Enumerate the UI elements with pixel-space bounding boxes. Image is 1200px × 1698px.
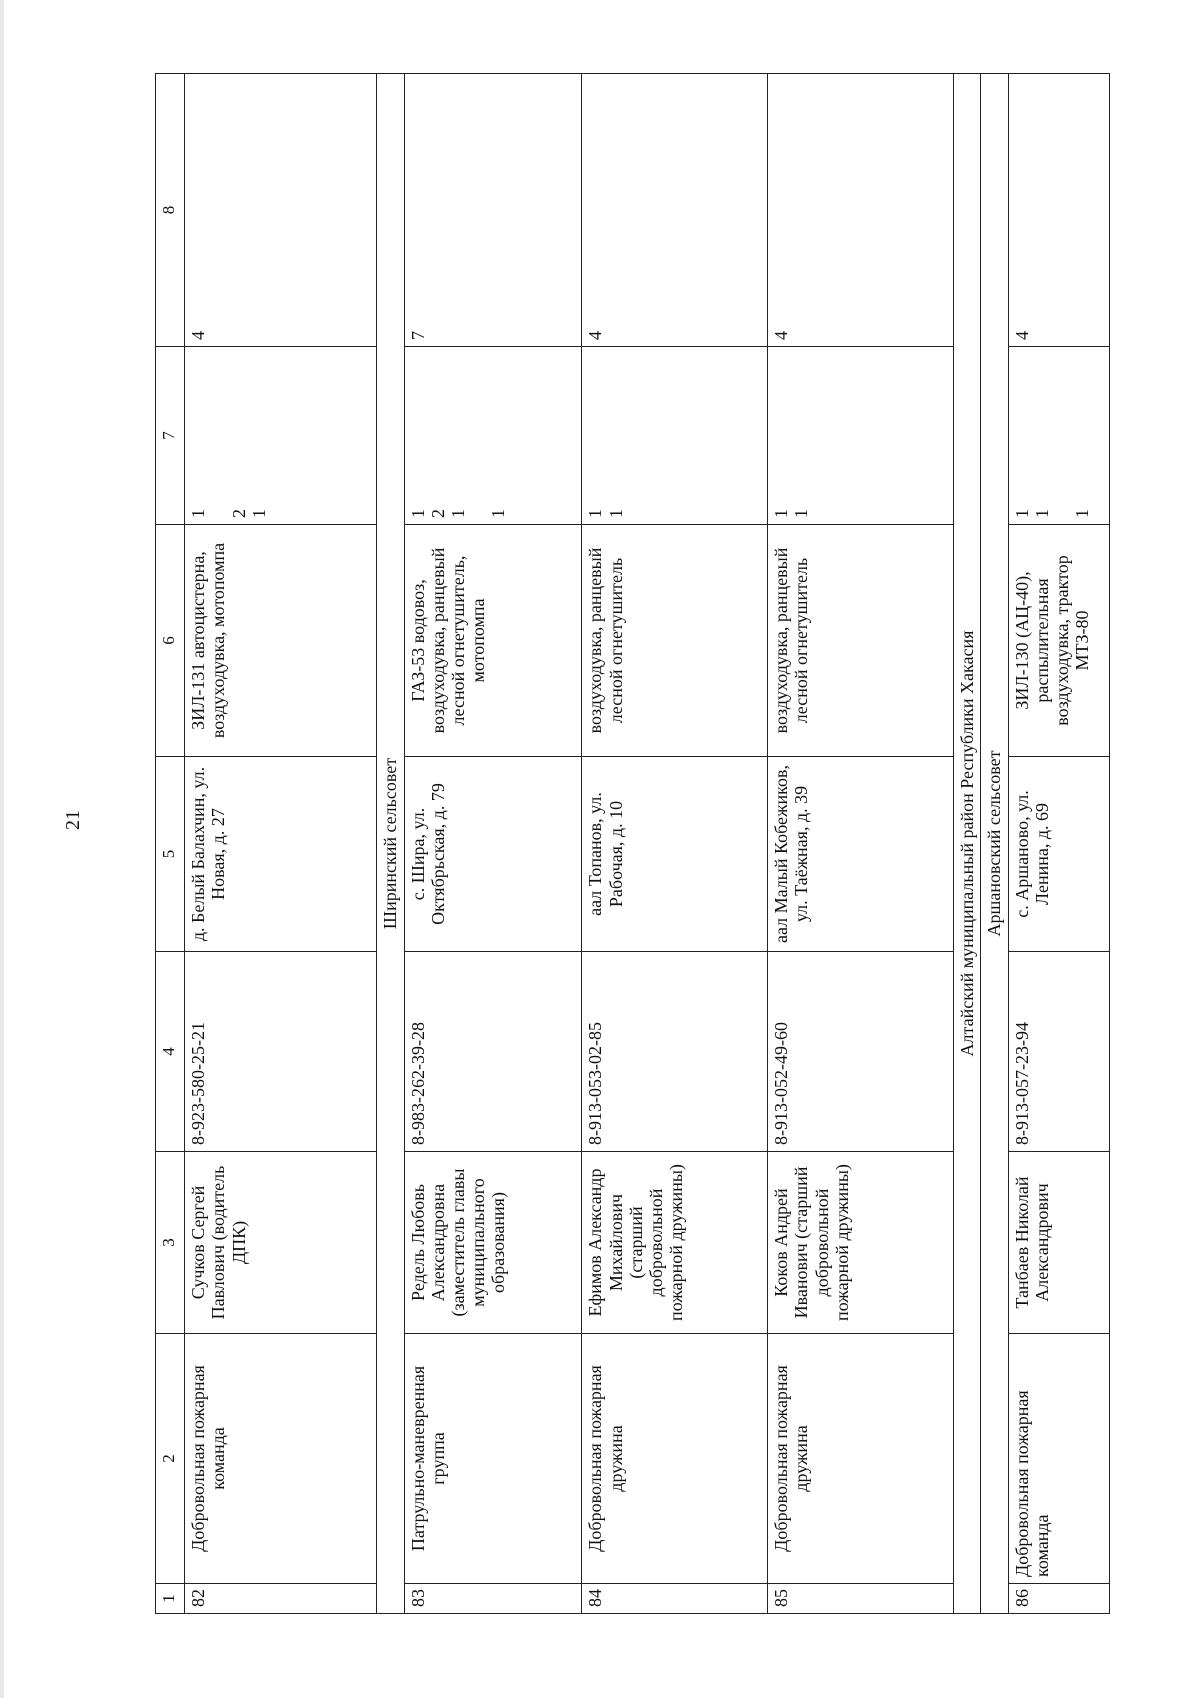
section-heading: Аршановский сельсовет bbox=[981, 74, 1008, 1614]
equipment-quantity: 1 2 1 1 bbox=[404, 347, 582, 525]
personnel-count: 4 bbox=[1008, 74, 1109, 347]
row-number: 82 bbox=[185, 1584, 377, 1614]
personnel-count: 4 bbox=[768, 74, 954, 347]
address: с. Аршаново, ул. Ленина, д. 69 bbox=[1008, 757, 1109, 952]
row-number: 85 bbox=[768, 1584, 954, 1614]
header-cell: 5 bbox=[156, 757, 185, 952]
address: с. Шира, ул. Октябрьская, д. 79 bbox=[404, 757, 582, 952]
address: аал Малый Кобежиков, ул. Таёжная, д. 39 bbox=[768, 757, 954, 952]
row-number: 86 bbox=[1008, 1584, 1109, 1614]
section-row bbox=[981, 74, 1008, 1614]
equipment: воздуходувка, ранцевый лесной огнетушитель bbox=[582, 525, 768, 757]
equipment-quantity: 1 1 1 bbox=[1008, 347, 1109, 525]
table-row bbox=[582, 74, 768, 1614]
header-cell: 4 bbox=[156, 952, 185, 1152]
section-row bbox=[377, 74, 404, 1614]
personnel-count: 4 bbox=[582, 74, 768, 347]
table-row bbox=[185, 74, 377, 1614]
equipment-table bbox=[155, 73, 1110, 1614]
section-heading: Алтайский муниципальный район Республики Хакасия bbox=[954, 74, 981, 1614]
header-cell: 6 bbox=[156, 525, 185, 757]
phone-number: 8-923-580-25-21 bbox=[185, 952, 377, 1152]
table-body bbox=[156, 74, 1110, 1614]
phone-number: 8-913-053-02-85 bbox=[582, 952, 768, 1152]
header-cell: 8 bbox=[156, 74, 185, 347]
phone-number: 8-983-262-39-28 bbox=[404, 952, 582, 1152]
phone-number: 8-913-052-49-60 bbox=[768, 952, 954, 1152]
header-cell: 3 bbox=[156, 1152, 185, 1334]
personnel-count: 7 bbox=[404, 74, 582, 347]
table-row bbox=[768, 74, 954, 1614]
section-row bbox=[954, 74, 981, 1614]
responsible-person: Ефимов Александр Михайлович (старший добровольной пожарной дружины) bbox=[582, 1152, 768, 1334]
table-row bbox=[1008, 74, 1109, 1614]
equipment: ЗИЛ-131 автоцистерна, воздуходувка, мотопомпа bbox=[185, 525, 377, 757]
rotated-table-container bbox=[155, 74, 1110, 1614]
equipment: воздуходувка, ранцевый лесной огнетушитель bbox=[768, 525, 954, 757]
responsible-person: Танбаев Николай Александрович bbox=[1008, 1152, 1109, 1334]
equipment-quantity: 1 2 1 bbox=[185, 347, 377, 525]
table-row bbox=[404, 74, 582, 1614]
unit-type: Добровольная пожарная команда bbox=[1008, 1334, 1109, 1584]
unit-type: Добровольная пожарная дружина bbox=[582, 1334, 768, 1584]
unit-type: Добровольная пожарная команда bbox=[185, 1334, 377, 1584]
unit-type: Патрульно-маневренная группа bbox=[404, 1334, 582, 1584]
section-heading: Ширинский сельсовет bbox=[377, 74, 404, 1614]
responsible-person: Сучков Сергей Павлович (водитель ДПК) bbox=[185, 1152, 377, 1334]
row-number: 83 bbox=[404, 1584, 582, 1614]
page-number: 21 bbox=[62, 810, 84, 830]
equipment-quantity: 1 1 bbox=[582, 347, 768, 525]
scan-edge bbox=[0, 0, 4, 1698]
equipment: ЗИЛ-130 (АЦ-40), распылительная воздуходувка, трактор МТЗ-80 bbox=[1008, 525, 1109, 757]
address: аал Топанов, ул. Рабочая, д. 10 bbox=[582, 757, 768, 952]
header-cell: 7 bbox=[156, 347, 185, 525]
header-row bbox=[156, 74, 185, 1614]
address: д. Белый Балахчин, ул. Новая, д. 27 bbox=[185, 757, 377, 952]
equipment: ГАЗ-53 водовоз, воздуходувка, ранцевый лесной огнетушитель, мотопомпа bbox=[404, 525, 582, 757]
unit-type: Добровольная пожарная дружина bbox=[768, 1334, 954, 1584]
row-number: 84 bbox=[582, 1584, 768, 1614]
header-cell: 2 bbox=[156, 1334, 185, 1584]
header-cell: 1 bbox=[156, 1584, 185, 1614]
responsible-person: Коков Андрей Иванович (старший добровольной пожарной дружины) bbox=[768, 1152, 954, 1334]
phone-number: 8-913-057-23-94 bbox=[1008, 952, 1109, 1152]
responsible-person: Редель Любовь Александровна (заместитель главы муниципального образования) bbox=[404, 1152, 582, 1334]
personnel-count: 4 bbox=[185, 74, 377, 347]
equipment-quantity: 1 1 bbox=[768, 347, 954, 525]
